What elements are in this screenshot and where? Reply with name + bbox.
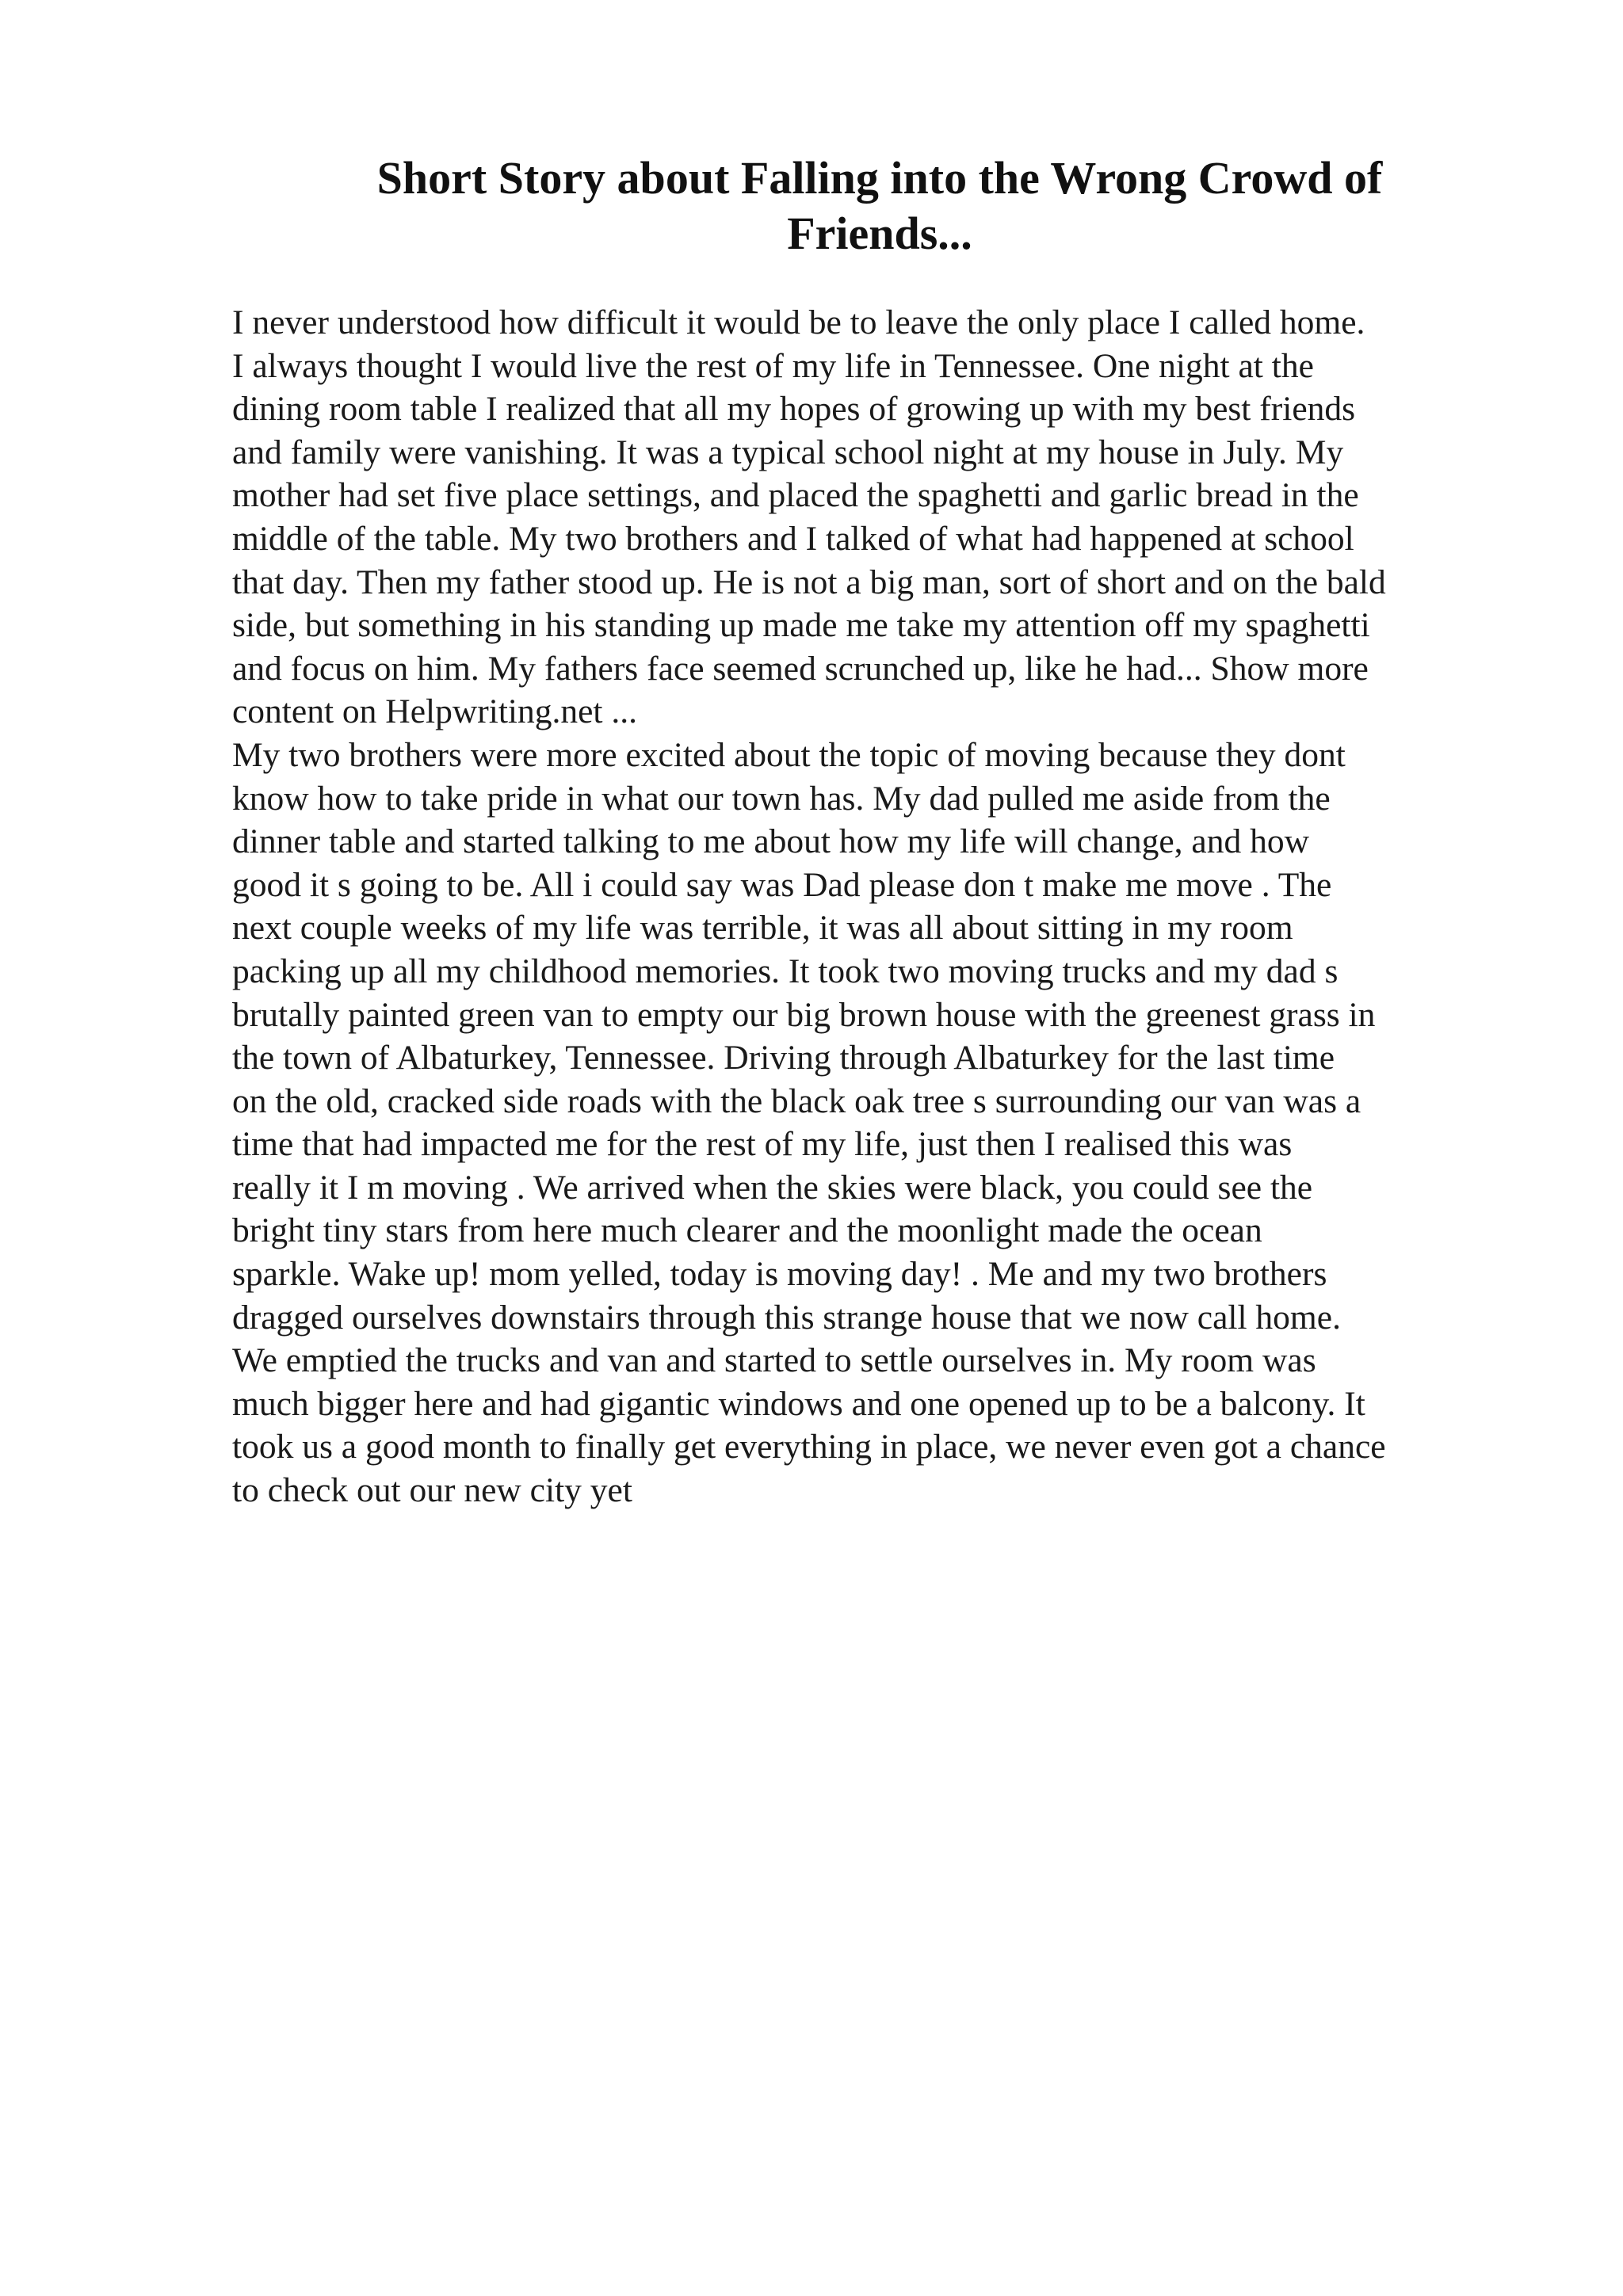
text-line: dragged ourselves downstairs through this strange house that we now call home.: [232, 1298, 1341, 1337]
text-line: side, but something in his standing up made me take my attention off my spaghetti: [232, 606, 1370, 645]
text-line: and family were vanishing. It was a typical school night at my house in July. My: [232, 433, 1344, 471]
text-line: on the old, cracked side roads with the black oak tree s surrounding our van was a: [232, 1081, 1361, 1120]
text-line: to check out our new city yet: [232, 1471, 632, 1510]
text-line: dining room table I realized that all my hopes of growing up with my best friends: [232, 390, 1356, 429]
text-line: really it I m moving . We arrived when the skies were black, you could see the: [232, 1168, 1313, 1207]
paragraph-2: [232, 734, 1484, 1512]
title-line: Short Story about Falling into the Wrong Crowd of: [376, 152, 1383, 204]
text-line: content on Helpwriting.net ...: [232, 692, 638, 731]
paragraph-1: [232, 301, 1484, 734]
text-line: good it s going to be. All i could say was Dad please don t make me move . The: [232, 865, 1332, 904]
text-line: brutally painted green van to empty our big brown house with the greenest grass in: [232, 995, 1376, 1034]
text-line: took us a good month to finally get everything in place, we never even got a chance: [232, 1428, 1386, 1466]
text-line: mother had set five place settings, and placed the spaghetti and garlic bread in the: [232, 476, 1359, 515]
text-line: middle of the table. My two brothers and I talked of what had happened at school: [232, 519, 1354, 558]
text-line: packing up all my childhood memories. It took two moving trucks and my dad s: [232, 952, 1338, 990]
text-line: We emptied the trucks and van and started to settle ourselves in. My room was: [232, 1341, 1316, 1380]
text-line: dinner table and started talking to me about how my life will change, and how: [232, 822, 1310, 861]
text-line: bright tiny stars from here much clearer and the moonlight made the ocean: [232, 1211, 1262, 1250]
text-line: time that had impacted me for the rest of my life, just then I realised this was: [232, 1125, 1293, 1164]
text-line: sparkle. Wake up! mom yelled, today is moving day! . Me and my two brothers: [232, 1255, 1327, 1294]
text-line: know how to take pride in what our town has. My dad pulled me aside from the: [232, 779, 1331, 818]
text-line: much bigger here and had gigantic windows and one opened up to be a balcony. It: [232, 1384, 1365, 1423]
document-body: [232, 301, 1484, 1512]
title-line: Friends...: [787, 208, 972, 259]
text-line: next couple weeks of my life was terrible, it was all about sitting in my room: [232, 909, 1293, 948]
text-line: I always thought I would live the rest of my life in Tennessee. One night at the: [232, 346, 1314, 385]
text-line: My two brothers were more excited about the topic of moving because they dont: [232, 735, 1346, 774]
text-line: the town of Albaturkey, Tennessee. Driving through Albaturkey for the last time: [232, 1039, 1335, 1077]
text-line: and focus on him. My fathers face seemed scrunched up, like he had... Show more: [232, 649, 1369, 688]
text-line: that day. Then my father stood up. He is not a big man, sort of short and on the bald: [232, 563, 1386, 601]
document-title: [317, 151, 1442, 261]
text-line: I never understood how difficult it would be to leave the only place I called home.: [232, 303, 1365, 341]
